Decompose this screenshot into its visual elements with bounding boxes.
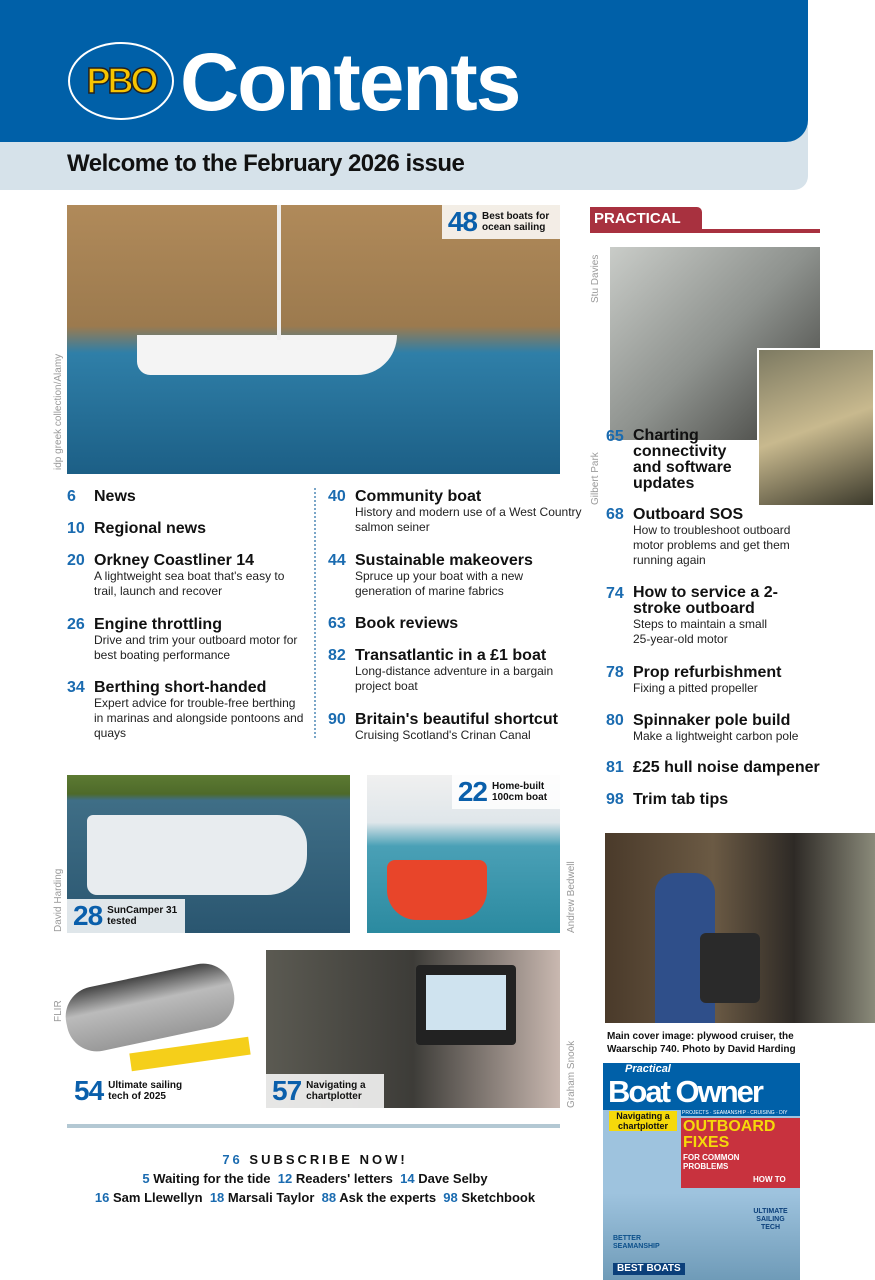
item-title: Orkney Coastliner 14 bbox=[94, 552, 255, 569]
footer-text: Sketchbook bbox=[461, 1190, 536, 1205]
page-num: 57 bbox=[272, 1075, 302, 1106]
toc-item[interactable] bbox=[606, 585, 806, 647]
photo-shape bbox=[700, 933, 760, 1003]
page-number: 98 bbox=[606, 791, 624, 808]
magazine-cover[interactable] bbox=[603, 1063, 800, 1280]
item-title: Book reviews bbox=[355, 615, 459, 632]
cover-text: HOW TO bbox=[753, 1175, 786, 1184]
photo-shape bbox=[387, 860, 487, 920]
toc-item[interactable] bbox=[328, 552, 583, 599]
item-description: How to troubleshoot outboard motor problems and get them running again bbox=[633, 523, 791, 567]
thermal-camera-photo[interactable] bbox=[60, 950, 260, 1108]
toc-item[interactable] bbox=[67, 616, 307, 663]
toc-item[interactable] bbox=[328, 711, 583, 743]
toc-item[interactable] bbox=[67, 552, 307, 599]
photo-label: SunCamper 31 tested bbox=[107, 905, 178, 927]
item-description: History and modern use of a West Country salmon seiner bbox=[355, 505, 582, 534]
cover-text: ULTIMATE SAILING TECH bbox=[753, 1208, 788, 1231]
toc-item[interactable] bbox=[67, 488, 307, 505]
regulars-line-2 bbox=[50, 1190, 580, 1205]
footer-text: 5 bbox=[142, 1171, 150, 1186]
page-number: 44 bbox=[328, 552, 346, 569]
cover-text: BEST BOATS bbox=[613, 1263, 685, 1275]
photo-shape bbox=[137, 335, 397, 375]
item-description: Steps to maintain a small 25-year-old motor bbox=[633, 617, 768, 646]
page-number: 26 bbox=[67, 616, 85, 633]
propeller-photo[interactable] bbox=[757, 348, 875, 507]
item-description: Make a lightweight carbon pole bbox=[633, 729, 799, 743]
page-number: 65 bbox=[606, 428, 624, 445]
photo-shape bbox=[426, 975, 506, 1030]
suncamper-photo[interactable] bbox=[67, 775, 350, 933]
photo-shape bbox=[277, 205, 281, 340]
issue-subtitle: Welcome to the February 2026 issue bbox=[67, 150, 465, 177]
cover-text: Boat Owner bbox=[608, 1074, 762, 1109]
footer-text: Marsali Taylor bbox=[227, 1190, 315, 1205]
cover-text: PROJECTS · SEAMANSHIP · CRUISING · DIY bbox=[681, 1110, 800, 1116]
footer-text: 12 bbox=[277, 1171, 293, 1186]
photo-credit: idp greek collection/Alamy bbox=[53, 353, 64, 470]
page-number: 63 bbox=[328, 615, 346, 632]
page-title: Contents bbox=[180, 37, 520, 128]
cover-text: Practical bbox=[625, 1063, 671, 1075]
item-title: £25 hull noise dampener bbox=[633, 759, 820, 776]
cover-text: Navigating a chartplotter bbox=[609, 1111, 677, 1131]
page-number: 68 bbox=[606, 506, 624, 523]
item-description: Fixing a pitted propeller bbox=[633, 681, 758, 695]
toc-item[interactable] bbox=[67, 679, 307, 741]
page-number: 40 bbox=[328, 488, 346, 505]
home-built-boat-photo[interactable] bbox=[367, 775, 560, 933]
page-number: 74 bbox=[606, 585, 624, 602]
page-number: 20 bbox=[67, 552, 85, 569]
item-title: Engine throttling bbox=[94, 616, 222, 633]
item-title: Berthing short-handed bbox=[94, 679, 267, 696]
hero-page-num: 48 bbox=[447, 206, 477, 237]
section-tab-practical: PRACTICAL bbox=[590, 207, 702, 231]
photo-credit: Stu Davies bbox=[590, 254, 601, 303]
chartplotter-photo[interactable] bbox=[266, 950, 560, 1108]
pbo-logo: PBO bbox=[68, 42, 174, 120]
item-description: Long-distance adventure in a bargain project boat bbox=[355, 664, 554, 693]
toc-item[interactable] bbox=[606, 712, 831, 744]
cover-text: BETTER SEAMANSHIP bbox=[613, 1235, 660, 1250]
page-number: 82 bbox=[328, 647, 346, 664]
footer-rule bbox=[67, 1124, 560, 1128]
practical-rule bbox=[590, 229, 820, 233]
photo-credit: FLIR bbox=[53, 1000, 64, 1022]
column-divider bbox=[314, 488, 316, 738]
cover-text: OUTBOARD FIXES bbox=[683, 1118, 776, 1151]
toc-item[interactable] bbox=[606, 506, 821, 568]
item-description: Spruce up your boat with a new generation of marine fabrics bbox=[355, 569, 524, 598]
item-title: Britain's beautiful shortcut bbox=[355, 711, 558, 728]
footer-text: Dave Selby bbox=[418, 1171, 488, 1186]
footer-text: 88 bbox=[321, 1190, 337, 1205]
item-title: News bbox=[94, 488, 136, 505]
page-number: 80 bbox=[606, 712, 624, 729]
page-number: 90 bbox=[328, 711, 346, 728]
page-number: 34 bbox=[67, 679, 85, 696]
cover-boat-photo[interactable] bbox=[605, 833, 875, 1023]
footer-text: Waiting for the tide bbox=[153, 1171, 271, 1186]
item-description: Expert advice for trouble-free berthing in marinas and alongside pontoons and quays bbox=[94, 696, 304, 740]
photo-credit: David Harding bbox=[53, 868, 64, 932]
item-description: Drive and trim your outboard motor for best boating performance bbox=[94, 633, 298, 662]
item-description: A lightweight sea boat that's easy to trail, launch and recover bbox=[94, 569, 285, 598]
photo-credit: Gilbert Park bbox=[590, 452, 601, 505]
item-title: Spinnaker pole build bbox=[633, 712, 791, 729]
toc-item[interactable] bbox=[606, 428, 756, 492]
page-num: 22 bbox=[457, 776, 487, 807]
page-number: 6 bbox=[67, 488, 76, 505]
toc-item[interactable] bbox=[606, 791, 821, 808]
toc-item[interactable] bbox=[328, 488, 583, 535]
photo-shape bbox=[87, 815, 307, 895]
item-title: Trim tab tips bbox=[633, 791, 729, 808]
photo-credit: Graham Snook bbox=[566, 1040, 577, 1108]
item-title: Transatlantic in a £1 boat bbox=[355, 647, 547, 664]
regulars-line-1 bbox=[50, 1171, 580, 1186]
photo-label: Navigating a chartplotter bbox=[306, 1080, 366, 1102]
footer-text: 76 bbox=[222, 1152, 243, 1167]
item-title: Prop refurbishment bbox=[633, 664, 782, 681]
item-description: Cruising Scotland's Crinan Canal bbox=[355, 728, 531, 742]
toc-item[interactable] bbox=[606, 759, 866, 776]
hero-label: Best boats for ocean sailing bbox=[482, 211, 550, 233]
footer-text: Sam Llewellyn bbox=[113, 1190, 203, 1205]
page-num: 28 bbox=[73, 900, 103, 931]
photo-label: Home-built 100cm boat bbox=[492, 781, 548, 803]
footer-text: 18 bbox=[209, 1190, 225, 1205]
subscribe-link[interactable] bbox=[50, 1152, 580, 1167]
footer-text: SUBSCRIBE NOW! bbox=[249, 1152, 408, 1167]
page-number: 78 bbox=[606, 664, 624, 681]
page-num: 54 bbox=[74, 1075, 104, 1106]
page-number: 10 bbox=[67, 520, 85, 537]
page-number: 81 bbox=[606, 759, 624, 776]
footer-text: Ask the experts bbox=[339, 1190, 437, 1205]
toc-item[interactable] bbox=[606, 664, 821, 696]
item-title: Regional news bbox=[94, 520, 207, 537]
item-title: Outboard SOS bbox=[633, 506, 744, 523]
cover-text: FOR COMMON PROBLEMS bbox=[683, 1153, 740, 1171]
toc-item[interactable] bbox=[328, 615, 583, 632]
photo-label: Ultimate sailing tech of 2025 bbox=[108, 1080, 183, 1102]
item-title: Sustainable makeovers bbox=[355, 552, 533, 569]
footer-text: 16 bbox=[94, 1190, 110, 1205]
footer-text: 98 bbox=[443, 1190, 458, 1205]
item-title: How to service a 2-stroke outboard bbox=[633, 584, 778, 617]
toc-item[interactable] bbox=[67, 520, 307, 537]
hero-photo[interactable] bbox=[67, 205, 560, 474]
photo-shape bbox=[129, 1037, 250, 1072]
footer-text: 14 bbox=[400, 1171, 415, 1186]
item-title: Charting connectivity and software updates bbox=[633, 427, 732, 492]
cover-caption: Main cover image: plywood cruiser, the Waarschip 740. Photo by David Harding bbox=[607, 1031, 796, 1055]
footer-text: Readers' letters bbox=[295, 1171, 393, 1186]
photo-credit: Andrew Bedwell bbox=[566, 861, 577, 933]
toc-item[interactable] bbox=[328, 647, 583, 694]
item-title: Community boat bbox=[355, 488, 482, 505]
